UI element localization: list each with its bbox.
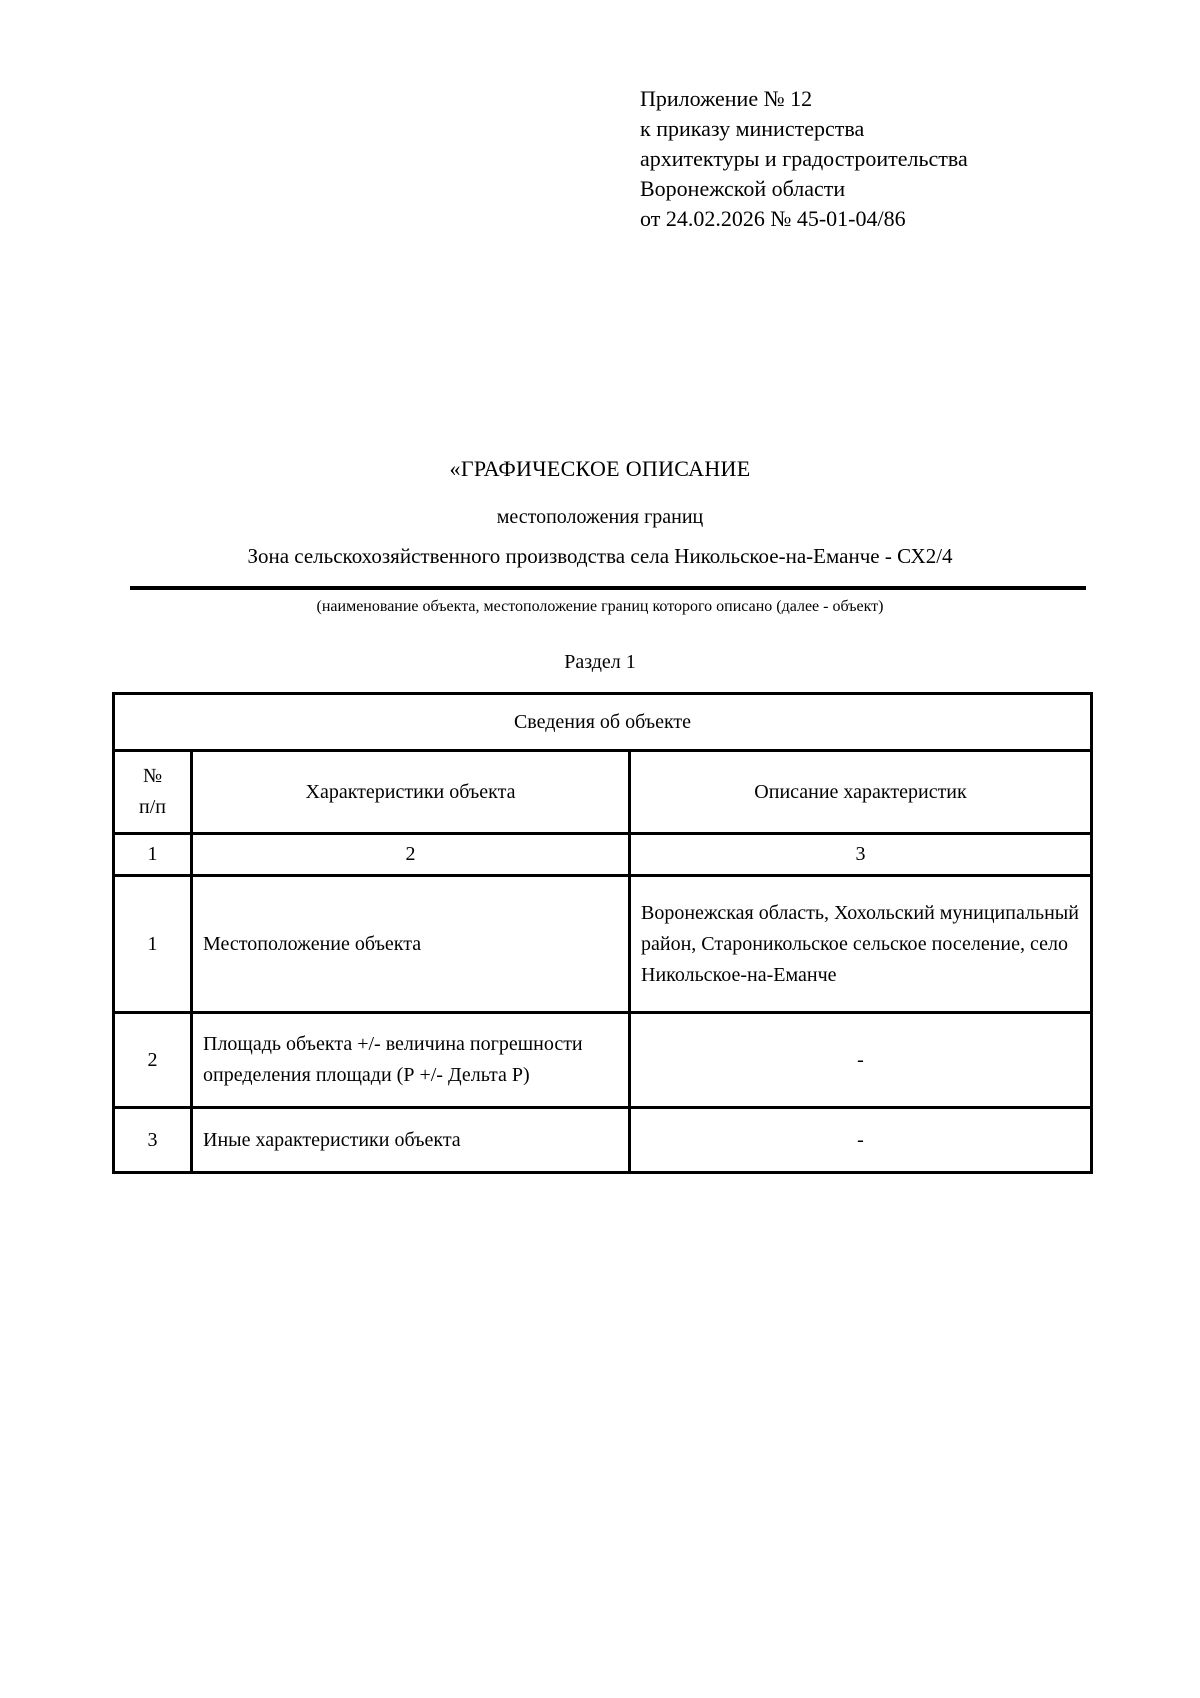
description-cell: -	[630, 1013, 1092, 1108]
appendix-header-line: к приказу министерства	[640, 116, 865, 141]
table-row	[114, 1108, 1092, 1173]
col-header-num-top: №	[142, 765, 163, 787]
description-cell: -	[630, 1108, 1092, 1173]
table-row	[114, 1013, 1092, 1108]
appendix-header	[640, 84, 968, 234]
characteristic-cell: Местоположение объекта	[192, 876, 630, 1013]
col-number-cell: 3	[630, 834, 1092, 876]
table-title-cell: Сведения об объекте	[114, 694, 1092, 751]
document-title: «ГРАФИЧЕСКОЕ ОПИСАНИЕ	[449, 456, 751, 481]
row-num-cell: 2	[114, 1013, 192, 1108]
row-num-cell: 1	[114, 876, 192, 1013]
characteristic-cell: Площадь объекта +/- величина погрешности определения площади (Р +/- Дельта Р)	[192, 1013, 630, 1108]
table-row	[114, 876, 1092, 1013]
appendix-header-line: Воронежской области	[640, 176, 846, 201]
description-cell: Воронежская область, Хохольский муниципальный район, Староникольское сельское поселение, село Никольское-на-Еманче	[630, 876, 1092, 1013]
section-label: Раздел 1	[564, 651, 636, 673]
appendix-header-line: архитектуры и градостроительства	[640, 146, 968, 171]
row-num-cell: 3	[114, 1108, 192, 1173]
object-info-table	[112, 692, 1093, 1174]
object-name: Зона сельскохозяйственного производства села Никольское-на-Еманче - СХ2/4	[247, 544, 953, 568]
characteristic-cell: Иные характеристики объекта	[192, 1108, 630, 1173]
col-header-num	[114, 751, 192, 834]
col-header-characteristic: Характеристики объекта	[192, 751, 630, 834]
table-header-row	[114, 751, 1092, 834]
appendix-header-line: Приложение № 12	[640, 86, 813, 111]
column-number-row	[114, 834, 1092, 876]
col-header-num-bottom: п/п	[139, 796, 166, 818]
col-header-description: Описание характеристик	[630, 751, 1092, 834]
col-number-cell: 1	[114, 834, 192, 876]
object-name-caption: (наименование объекта, местоположение границ которого описано (далее - объект)	[316, 598, 884, 615]
col-number-cell: 2	[192, 834, 630, 876]
table-title-row	[114, 694, 1092, 751]
document-subtitle: местоположения границ	[496, 506, 704, 528]
appendix-header-line: от 24.02.2026 № 45-01-04/86	[640, 206, 906, 231]
underline-rule	[130, 586, 1086, 590]
